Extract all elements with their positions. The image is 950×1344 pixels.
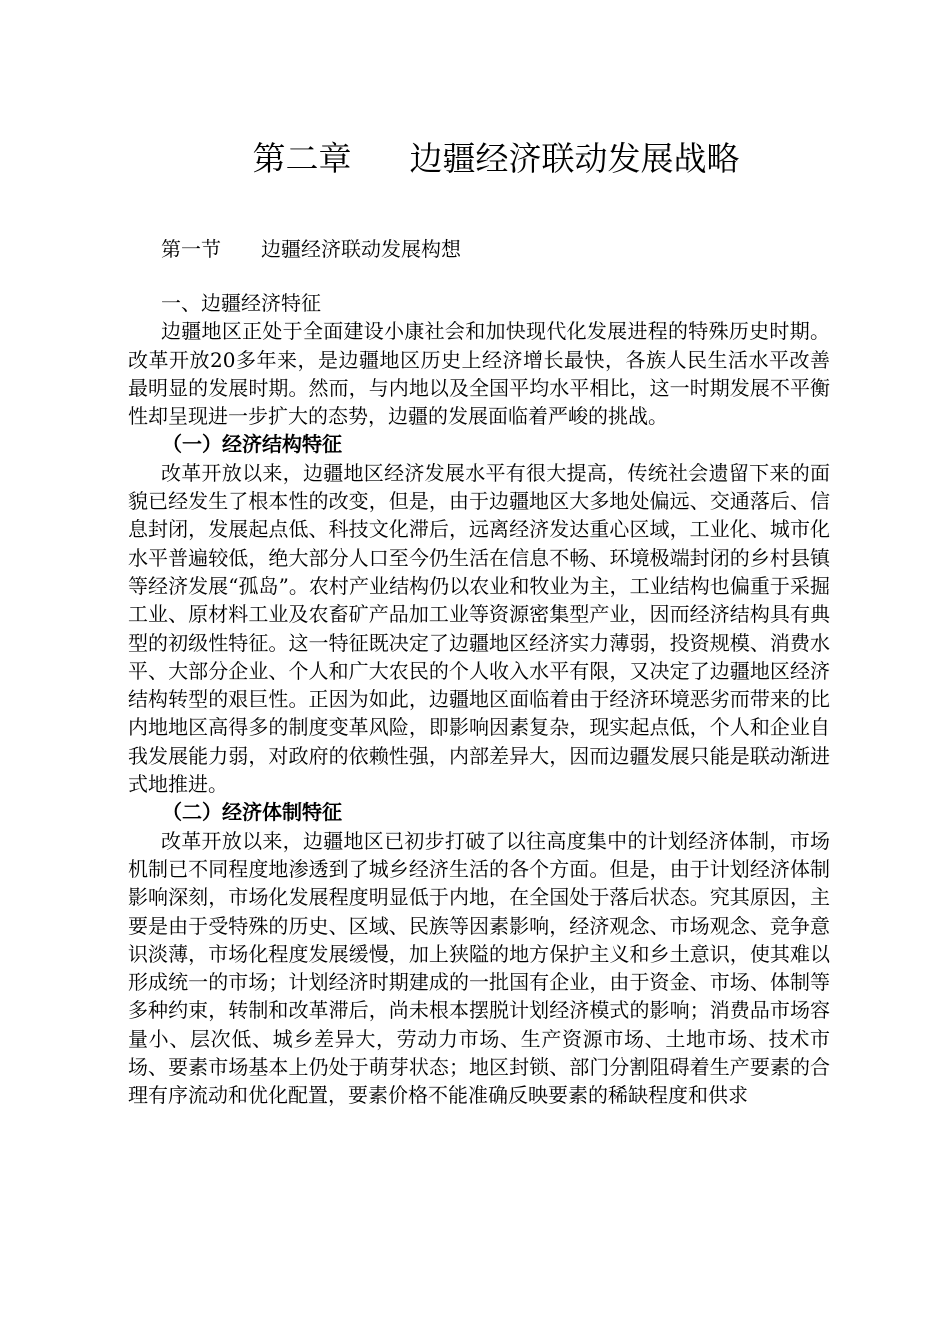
body-text <box>128 289 830 1110</box>
intro-paragraph: 边疆地区正处于全面建设小康社会和加快现代化发展进程的特殊历史时期。改革开放20多年来，是边疆地区历史上经济增长最快，各族人民生活水平改善最明显的发展时期。然而，与内地以及全国平均水平相比，这一时期发展不平衡性却呈现进一步扩大的态势，边疆的发展面临着严峻的挑战。 <box>128 319 830 429</box>
subsection-paragraph-structure: 改革开放以来，边疆地区经济发展水平有很大提高，传统社会遗留下来的面貌已经发生了根本性的改变，但是，由于边疆地区大多地处偏远、交通落后、信息封闭，发展起点低、科技文化滞后，远离经济发达重心区域，工业化、城市化水平普遍较低，绝大部分人口至今仍生活在信息不畅、环境极端封闭的乡村县镇等经济发展“孤岛”。农村产业结构仍以农业和牧业为主，工业结构也偏重于采掘工业、原材料工业及农畜矿产品加工业等资源密集型产业，因而经济结构具有典型的初级性特征。这一特征既决定了边疆地区经济实力薄弱，投资规模、消费水平、大部分企业、个人和广大农民的个人收入水平有限，又决定了边疆地区经济结构转型的艰巨性。正因为如此，边疆地区面临着由于经济环境恶劣而带来的比内地地区高得多的制度变革风险，即影响因素复杂，现实起点低，个人和企业自我发展能力弱，对政府的依赖性强，内部差异大，因而边疆发展只能是联动渐进式地推进。 <box>128 460 830 797</box>
chapter-name: 边疆经济联动发展战略 <box>409 139 740 178</box>
subsection-paragraph-system: 改革开放以来，边疆地区已初步打破了以往高度集中的计划经济体制，市场机制已不同程度地渗透到了城乡经济生活的各个方面。但是，由于计划经济体制影响深刻，市场化发展程度明显低于内地，在全国处于落后状态。究其原因，主要是由于受特殊的历史、区域、民族等因素影响，经济观念、市场观念、竞争意识淡薄，市场化程度发展缓慢，加上狭隘的地方保护主义和乡土意识，使其难以形成统一的市场；计划经济时期建成的一批国有企业，由于资金、市场、体制等多种约束，转制和改革滞后，尚未根本摆脱计划经济模式的影响；消费品市场容量小、层次低、城乡差异大，劳动力市场、生产资源市场、土地市场、技术市场、要素市场基本上仍处于萌芽状态；地区封锁、部门分割阻碍着生产要素的合理有序流动和优化配置，要素价格不能准确反映要素的稀缺程度和供求 <box>128 828 830 1108</box>
section-number: 第一节 <box>161 237 221 261</box>
part-heading: 一、边疆经济特征 <box>161 291 321 315</box>
section-name: 边疆经济联动发展构想 <box>261 237 461 261</box>
section-title <box>161 233 461 265</box>
chapter-title <box>0 134 950 184</box>
subsection-heading-system: （二）经济体制特征 <box>162 800 342 825</box>
subsection-heading-structure: （一）经济结构特征 <box>162 432 342 457</box>
chapter-number: 第二章 <box>252 139 352 178</box>
